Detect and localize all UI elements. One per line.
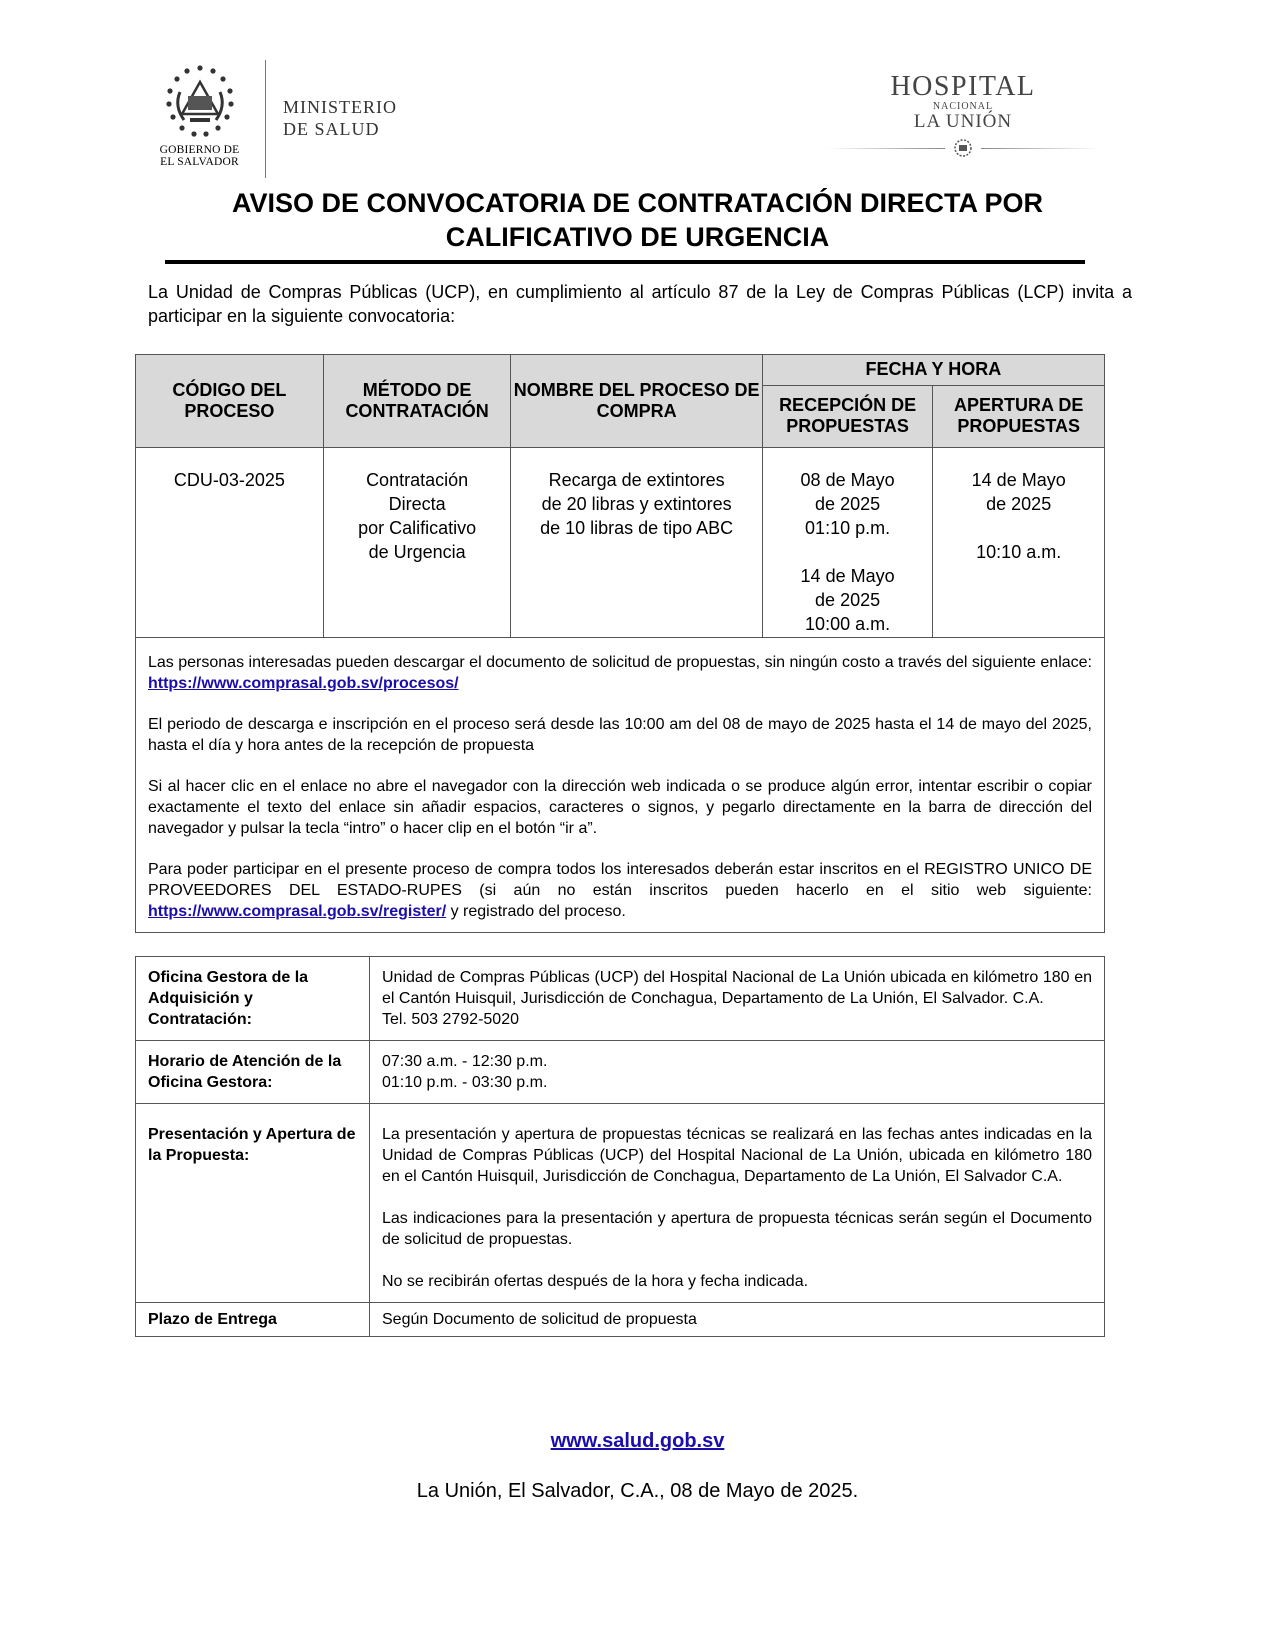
footer-date: La Unión, El Salvador, C.A., 08 de Mayo de 2025. — [416, 1480, 859, 1502]
nombre-line: Recarga de extintores — [548, 470, 725, 490]
nombre-line: de 10 libras de tipo ABC — [540, 518, 734, 538]
seal-icon — [953, 138, 973, 158]
table-row — [136, 1041, 1105, 1104]
ministerio-logo — [283, 96, 397, 140]
cell-nombre — [511, 448, 762, 638]
notes-paragraph-2: El periodo de descarga e inscripción en el proceso será desde las 10:00 am del 08 de mayo de 2025 hasta el 14 de mayo del 2025, hasta el día y hora antes de la recepción de propuesta — [148, 716, 1092, 754]
cell-codigo — [136, 448, 324, 638]
plazo-value: Según Documento de solicitud de propuesta — [370, 1303, 1105, 1337]
horario-line: 07:30 a.m. - 12:30 p.m. — [382, 1053, 548, 1070]
ministerio-line2: DE SALUD — [283, 119, 380, 139]
header-codigo: CÓDIGO DEL PROCESO — [136, 355, 324, 448]
procesos-link[interactable]: https://www.comprasal.gob.sv/procesos/ — [148, 675, 459, 692]
apertura-line: 10:10 a.m. — [976, 542, 1062, 562]
notes-paragraph-3: Si al hacer clic en el enlace no abre el navegador con la dirección web indicada o se produce algún error, intentar escribir o copiar exactamente el texto del enlace sin añadir espacios, caracteres o signos, y pegarlo directamente en la barra de dirección del navegador y pulsar la tecla “intro” o hacer clip en el botón “ir a”. — [148, 778, 1092, 837]
header-nombre: NOMBRE DEL PROCESO DE COMPRA — [511, 355, 762, 448]
cell-recepcion — [762, 448, 933, 638]
footer-website — [0, 1430, 1275, 1453]
hospital-logo — [818, 72, 1108, 158]
apertura-line: de 2025 — [986, 494, 1052, 514]
recepcion-line: de 2025 — [815, 494, 881, 514]
recepcion-spacer — [764, 540, 932, 564]
recepcion-line: 08 de Mayo — [800, 470, 895, 490]
table-row — [136, 1303, 1105, 1337]
page-title — [150, 186, 1125, 254]
recepcion-line: 01:10 p.m. — [805, 518, 891, 538]
notes-text: Para poder participar en el presente proceso de compra todos los interesados deberán estar inscritos en el REGISTRO UNICO DE PROVEEDORES DEL ESTADO-RUPES (si aún no están inscritos pueden hacerlo en el sitio web siguiente: — [148, 861, 1092, 899]
header-apertura: APERTURA DE PROPUESTAS — [933, 385, 1105, 447]
cell-metodo — [323, 448, 511, 638]
presentacion-paragraph: La presentación y apertura de propuestas técnicas se realizará en las fechas antes indicadas en la Unidad de Compras Públicas (UCP) del Hospital Nacional de La Unión, ubicada en kilómetro 180 en el Cantón Huisquil, Jurisdicción de Conchagua, Departamento de La Unión, El Salvador C.A. — [382, 1126, 1092, 1185]
metodo-line: Directa — [388, 494, 446, 514]
header-divider — [265, 60, 266, 178]
recepcion-line: 10:00 a.m. — [805, 614, 891, 634]
presentacion-value — [370, 1104, 1105, 1303]
details-table — [135, 956, 1105, 1337]
gobierno-line2: EL SALVADOR — [160, 156, 239, 168]
hospital-line2: NACIONAL — [932, 101, 994, 112]
notes-paragraph-4 — [148, 859, 1092, 922]
recepcion-line: 14 de Mayo — [800, 566, 895, 586]
table-row — [136, 957, 1105, 1041]
hospital-line1: HOSPITAL — [890, 71, 1036, 102]
horario-value — [370, 1041, 1105, 1104]
gobierno-line1: GOBIERNO DE — [159, 144, 240, 156]
header-fecha-hora: FECHA Y HORA — [762, 355, 1104, 386]
notes-cell — [136, 638, 1105, 933]
register-link[interactable]: https://www.comprasal.gob.sv/register/ — [148, 903, 447, 920]
website-link[interactable]: www.salud.gob.sv — [550, 1430, 725, 1452]
page-header — [0, 0, 1275, 190]
gobierno-text — [152, 144, 247, 168]
title-underline — [165, 260, 1085, 264]
apertura-spacer — [934, 516, 1103, 540]
oficina-address: Unidad de Compras Públicas (UCP) del Hospital Nacional de La Unión ubicada en kilómetro 180 en el Cantón Huisquil, Jurisdicción de Conchagua, Departamento de La Unión, El Salvador. C.A. — [382, 969, 1092, 1007]
horario-line: 01:10 p.m. - 03:30 p.m. — [382, 1074, 548, 1091]
oficina-label: Oficina Gestora de la Adquisición y Contratación: — [136, 957, 370, 1041]
gobierno-logo — [152, 62, 247, 174]
header-metodo: MÉTODO DE CONTRATACIÓN — [323, 355, 511, 448]
hospital-line3: LA UNIÓN — [913, 111, 1013, 132]
recepcion-line: de 2025 — [815, 590, 881, 610]
codigo-value: CDU-03-2025 — [173, 470, 285, 490]
title-line2: CALIFICATIVO DE URGENCIA — [445, 222, 830, 252]
title-line1: AVISO DE CONVOCATORIA DE CONTRATACIÓN DIRECTA POR — [231, 188, 1043, 218]
table-row — [136, 1104, 1105, 1303]
metodo-line: por Calificativo — [358, 518, 477, 538]
metodo-line: de Urgencia — [368, 542, 466, 562]
presentacion-paragraph: Las indicaciones para la presentación y apertura de propuesta técnicas serán según el Documento de solicitud de propuestas. — [382, 1210, 1092, 1248]
nombre-line: de 20 libras y extintores — [541, 494, 732, 514]
oficina-value — [370, 957, 1105, 1041]
metodo-line: Contratación — [366, 470, 469, 490]
apertura-line: 14 de Mayo — [971, 470, 1066, 490]
ministerio-line1: MINISTERIO — [283, 97, 397, 117]
table-row — [136, 448, 1105, 638]
presentacion-paragraph: No se recibirán ofertas después de la hora y fecha indicada. — [382, 1273, 809, 1290]
plazo-label: Plazo de Entrega — [136, 1303, 370, 1337]
oficina-phone: Tel. 503 2792-5020 — [382, 1011, 519, 1028]
notes-text: y registrado del proceso. — [446, 903, 626, 920]
horario-label: Horario de Atención de la Oficina Gestora: — [136, 1041, 370, 1104]
process-table — [135, 354, 1105, 933]
hospital-rule — [818, 138, 1108, 158]
cell-apertura — [933, 448, 1105, 638]
header-recepcion: RECEPCIÓN DE PROPUESTAS — [762, 385, 933, 447]
coat-of-arms-icon — [160, 62, 240, 142]
notes-paragraph-1 — [148, 652, 1092, 694]
intro-paragraph: La Unidad de Compras Públicas (UCP), en cumplimiento al artículo 87 de la Ley de Compras Públicas (LCP) invita a participar en la siguiente convocatoria: — [148, 282, 1132, 326]
presentacion-label: Presentación y Apertura de la Propuesta: — [136, 1104, 370, 1303]
notes-text: Las personas interesadas pueden descargar el documento de solicitud de propuestas, sin ningún costo a través del siguiente enlace: — [148, 654, 1092, 671]
